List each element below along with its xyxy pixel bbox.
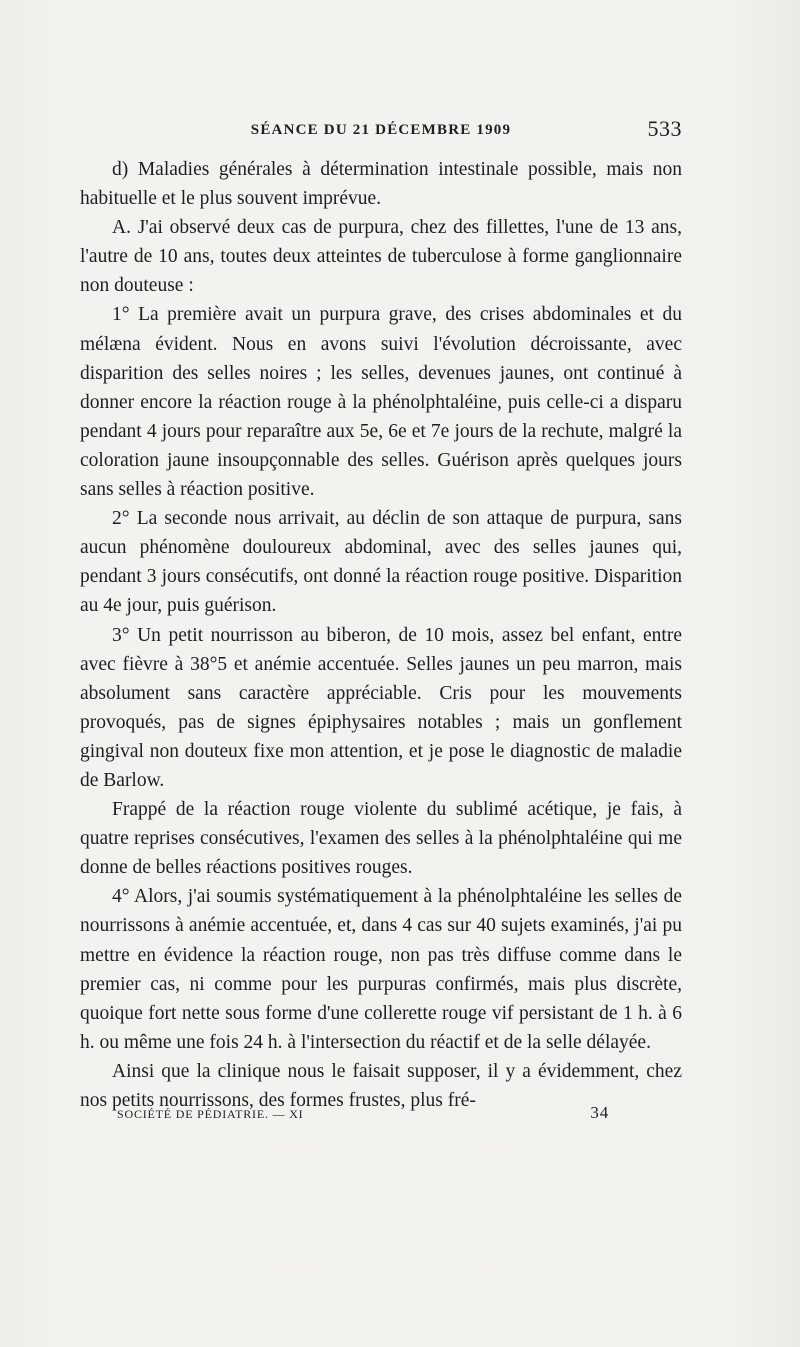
body-text bbox=[80, 155, 682, 1115]
page-number: 533 bbox=[647, 116, 682, 141]
paragraph-8: Ainsi que la clinique nous le faisait supposer, il y a évidemment, chez nos petits nourrissons, des formes frustes, plus fré- bbox=[80, 1060, 682, 1111]
paragraph-7: 4° Alors, j'ai soumis systématiquement à la phénolphtaléine les selles de nourrissons à anémie accentuée, et, dans 4 cas sur 40 sujets examinés, j'ai pu mettre en évidence la réaction rouge, non pas très diffuse comme dans le premier cas, ni comme pour les purpuras confirmés, mais plus discrète, quoique fort nette sous forme d'une collerette rouge vif persistant de 1 h. à 6 h. ou même une fois 24 h. à l'intersection du réactif et de la selle délayée. bbox=[80, 886, 682, 1053]
header-title: SÉANCE DU 21 DÉCEMBRE 1909 bbox=[250, 122, 512, 138]
paragraph-4: 2° La seconde nous arrivait, au déclin de son attaque de purpura, sans aucun phénomène douloureux abdominal, avec des selles jaunes qui, pendant 3 jours consécutifs, ont donné la réaction rouge positive. Disparition au 4e jour, puis guérison. bbox=[80, 508, 682, 617]
paragraph-3: 1° La première avait un purpura grave, des crises abdominales et du mélæna évident. Nous en avons suivi l'évolution décroissante, avec disparition des selles noires ; les selles, devenues jaunes, ont continué à donner encore la réaction rouge à la phénolphtaléine, puis celle-ci a disparu pendant 4 jours pour reparaître aux 5e, 6e et 7e jours de la rechute, malgré la coloration jaune insoupçonnable des selles. Guérison après quelques jours sans selles à réaction positive. bbox=[80, 304, 682, 501]
paragraph-2: A. J'ai observé deux cas de purpura, chez des fillettes, l'une de 13 ans, l'autre de 10 ans, toutes deux atteintes de tuberculose à forme ganglionnaire non douteuse : bbox=[80, 217, 682, 297]
signature-mark: SOCIÉTÉ DE PÉDIATRIE. — XI bbox=[117, 1107, 304, 1121]
running-header bbox=[80, 116, 682, 144]
paragraph-6: Frappé de la réaction rouge violente du sublimé acétique, je fais, à quatre reprises consécutives, l'examen des selles à la phénolphtaléine qui me donne de belles réactions positives rouges. bbox=[80, 799, 682, 879]
paragraph-1: d) Maladies générales à détermination intestinale possible, mais non habituelle et le plus souvent imprévue. bbox=[80, 159, 682, 210]
printer-signature-line bbox=[117, 1103, 609, 1125]
sheet-number: 34 bbox=[590, 1103, 609, 1122]
paragraph-5: 3° Un petit nourrisson au biberon, de 10 mois, assez bel enfant, entre avec fièvre à 38°5 et anémie accentuée. Selles jaunes un peu marron, mais absolument sans caractère appréciable. Cris pour les mouvements provoqués, pas de signes épiphysaires notables ; mais un gonflement gingival non douteux fixe mon attention, et je pose le diagnostic de maladie de Barlow. bbox=[80, 624, 682, 791]
